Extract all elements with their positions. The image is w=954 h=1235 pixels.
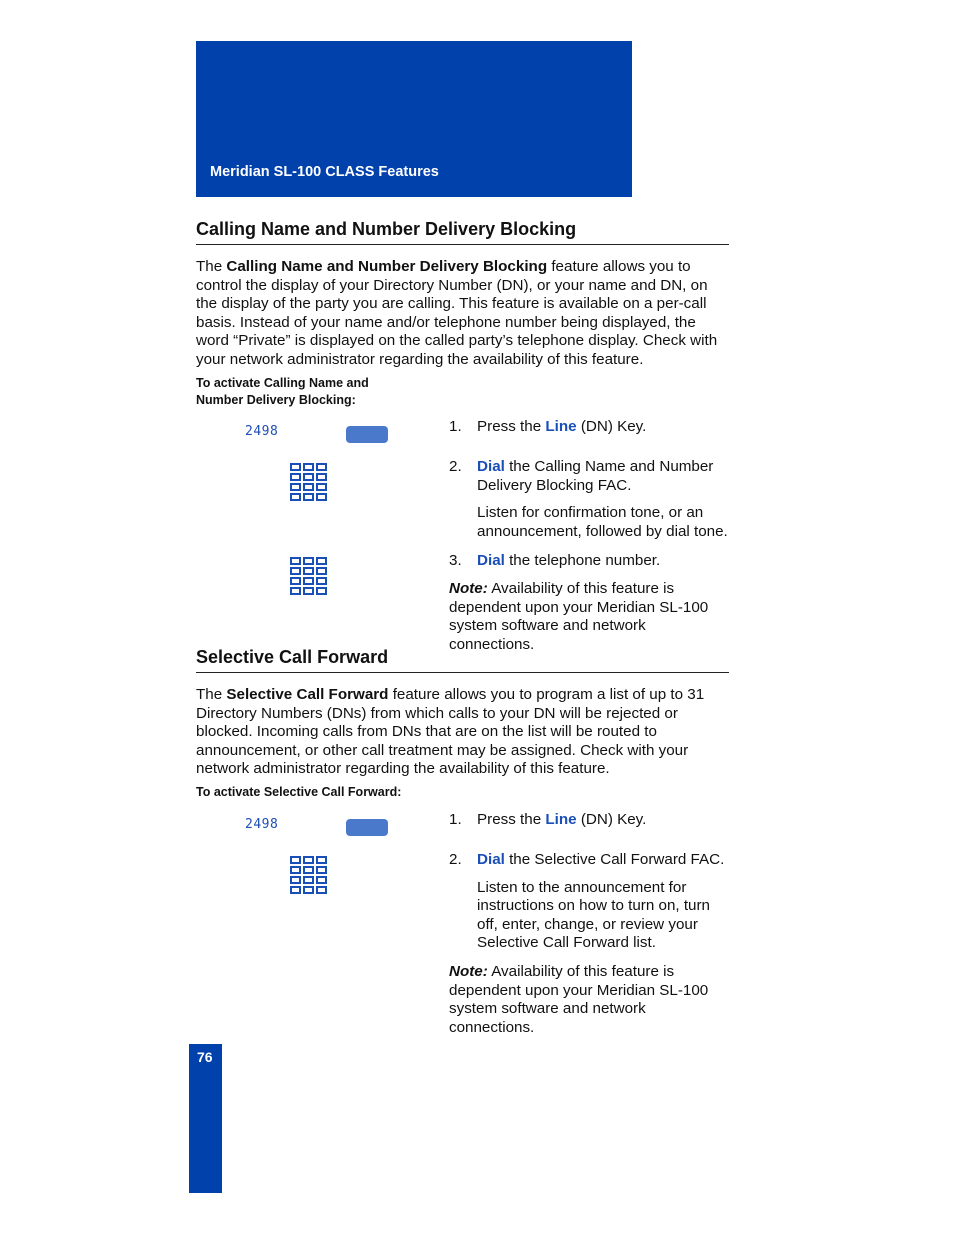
- step-text: (DN) Key.: [576, 811, 647, 828]
- dn-display-label: 2498: [245, 817, 279, 832]
- step-text: Press the: [477, 418, 546, 435]
- step-number: 1.: [449, 418, 462, 435]
- feature-name: Selective Call Forward: [226, 686, 389, 703]
- dial-keyword: Dial: [477, 552, 505, 569]
- step-text: Press the: [477, 811, 546, 828]
- keypad-icon: [290, 557, 328, 597]
- note-text: Availability of this feature is dependent upon your Meridian SL-100 system software and network connections.: [449, 580, 709, 653]
- keypad-icon: [290, 856, 328, 896]
- step-number: 2.: [449, 458, 462, 475]
- step-text: the telephone number.: [504, 552, 661, 569]
- note-text: Availability of this feature is dependent upon your Meridian SL-100 system software and network connections.: [449, 963, 709, 1036]
- step-detail: Listen to the announcement for instructions on how to turn on, turn off, enter, change, or review your Selective Call Forward list.: [477, 878, 711, 952]
- note: [449, 580, 734, 654]
- line-key-button[interactable]: [346, 819, 388, 836]
- note-label: Note:: [449, 580, 488, 597]
- procedure-title-line2: Number Delivery Blocking:: [196, 393, 356, 407]
- line-keyword: Line: [545, 418, 577, 435]
- note-label: Note:: [449, 963, 488, 980]
- dn-display-label: 2498: [245, 424, 279, 439]
- step-text: the Calling Name and Number Delivery Blocking FAC.: [477, 458, 714, 494]
- step-text: (DN) Key.: [576, 418, 647, 435]
- page-number: 76: [197, 1049, 213, 1065]
- step-number: 1.: [449, 811, 462, 828]
- section2-intro: [196, 686, 731, 779]
- procedure-title-line1: To activate Calling Name and: [196, 376, 369, 390]
- step-2: [449, 851, 729, 953]
- dial-keyword: Dial: [477, 458, 505, 475]
- intro-post: feature allows you to program a list of up to 31 Directory Numbers (DNs) from which calls to your DN will be rejected or blocked. Incoming calls from DNs that are on the list will be routed to announcement, or other call treatment may be assigned. Check with your network administrator regarding the availability of this feature.: [196, 686, 705, 778]
- intro-post: feature allows you to control the display of your Directory Number (DN), or your name and DN, on the display of the party you are calling. This feature is available on a per-call basis. Instead of your name and/or telephone number being displayed, the word “Private” is displayed on the called party’s telephone display. Check with your network administrator regarding the availability of this feature.: [196, 258, 718, 368]
- dial-keyword: Dial: [477, 851, 505, 868]
- intro-pre: The: [196, 258, 227, 275]
- line-keyword: Line: [545, 811, 577, 828]
- step-number: 2.: [449, 851, 462, 868]
- step-number: 3.: [449, 552, 462, 569]
- step-1: [449, 418, 729, 437]
- section-title-selective-call-forward: Selective Call Forward: [196, 647, 729, 673]
- keypad-icon: [290, 463, 328, 503]
- step-text: the Selective Call Forward FAC.: [504, 851, 725, 868]
- header-band: [196, 41, 632, 197]
- step-1: [449, 811, 729, 830]
- procedure-title: To activate Selective Call Forward:: [196, 785, 402, 799]
- note: [449, 963, 734, 1037]
- step-detail: Listen for confirmation tone, or an announcement, followed by dial tone.: [477, 504, 728, 540]
- footer-band: [189, 1044, 222, 1193]
- procedure-title: [196, 375, 369, 409]
- line-key-button[interactable]: [346, 426, 388, 443]
- intro-pre: The: [196, 686, 227, 703]
- section-title-calling-name-blocking: Calling Name and Number Delivery Blocking: [196, 219, 729, 245]
- step-2: [449, 458, 729, 541]
- header-title: Meridian SL-100 CLASS Features: [210, 164, 439, 180]
- feature-name: Calling Name and Number Delivery Blocking: [226, 258, 548, 275]
- step-3: [449, 552, 729, 571]
- section1-intro: [196, 258, 731, 370]
